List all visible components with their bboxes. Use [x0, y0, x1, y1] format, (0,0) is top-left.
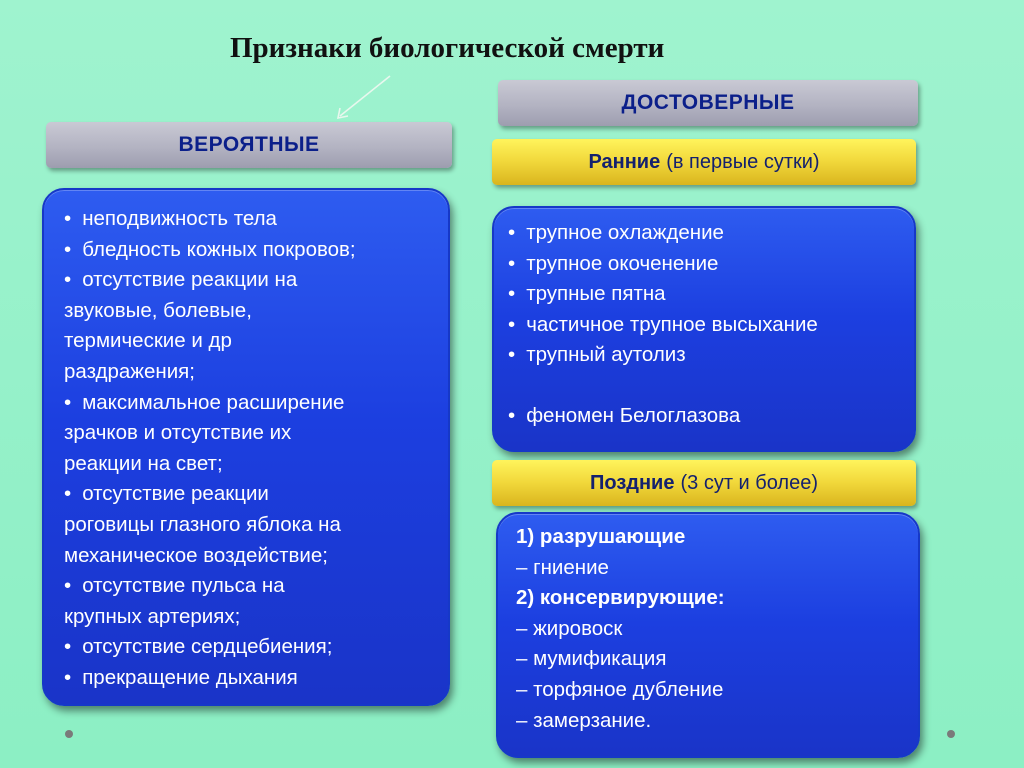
probable-header: [46, 122, 452, 168]
late-list-box: [496, 512, 920, 758]
arrow-icon: [328, 72, 398, 124]
early-header-rest: (в первые сутки): [666, 150, 820, 173]
early-list-box: [492, 206, 916, 452]
reliable-header-label: ДОСТОВЕРНЫЕ: [621, 91, 795, 114]
late-header-bold: Поздние: [590, 471, 675, 494]
list-item: – мумификация: [516, 647, 667, 671]
list-item: • трупный аутолиз: [508, 340, 906, 371]
list-item: • прекращение дыхания: [64, 663, 438, 694]
list-item: • феномен Белоглазова: [508, 401, 906, 432]
late-header: [492, 460, 916, 506]
list-item-continuation: раздражения;: [64, 359, 195, 383]
list-item: • трупное окоченение: [508, 249, 906, 280]
early-header: [492, 139, 916, 185]
list-item: • трупные пятна: [508, 279, 906, 310]
list-item: • трупное охлаждение: [508, 218, 906, 249]
list-item-continuation: роговицы глазного яблока на: [64, 512, 341, 536]
list-item: • максимальное расширение: [64, 388, 438, 419]
list-item: – торфяное дубление: [516, 677, 724, 701]
probable-list-box: [42, 188, 450, 706]
list-item: • отсутствие сердцебиения;: [64, 632, 438, 663]
list-item-continuation: крупных артериях;: [64, 604, 241, 628]
list-item-continuation: механическое воздействие;: [64, 543, 328, 567]
list-item: • отсутствие реакции на: [64, 265, 438, 296]
list-item: – жировоск: [516, 616, 623, 640]
nav-dot-left[interactable]: [65, 730, 73, 738]
list-item: – гниение: [516, 555, 609, 579]
list-item: • отсутствие пульса на: [64, 571, 438, 602]
reliable-header: [498, 80, 918, 126]
late-group-title: 2) консервирующие:: [516, 586, 725, 610]
list-item: • частичное трупное высыхание: [508, 310, 906, 341]
list-gap: [508, 371, 906, 401]
probable-header-label: ВЕРОЯТНЫЕ: [178, 133, 320, 156]
list-item: – замерзание.: [516, 708, 652, 732]
list-item-continuation: термические и др: [64, 329, 232, 353]
list-item: • бледность кожных покровов;: [64, 235, 438, 266]
list-item-continuation: зрачков и отсутствие их: [64, 421, 292, 445]
late-group-title: 1) разрушающие: [516, 525, 686, 548]
early-header-bold: Ранние: [588, 150, 661, 173]
list-item: • неподвижность тела: [64, 204, 438, 235]
list-item: • отсутствие реакции: [64, 479, 438, 510]
list-item-continuation: реакции на свет;: [64, 451, 223, 475]
list-item-continuation: звуковые, болевые,: [64, 298, 252, 322]
page-title: Признаки биологической смерти: [230, 32, 665, 64]
late-header-rest: (3 сут и более): [680, 471, 818, 494]
nav-dot-right[interactable]: [947, 730, 955, 738]
